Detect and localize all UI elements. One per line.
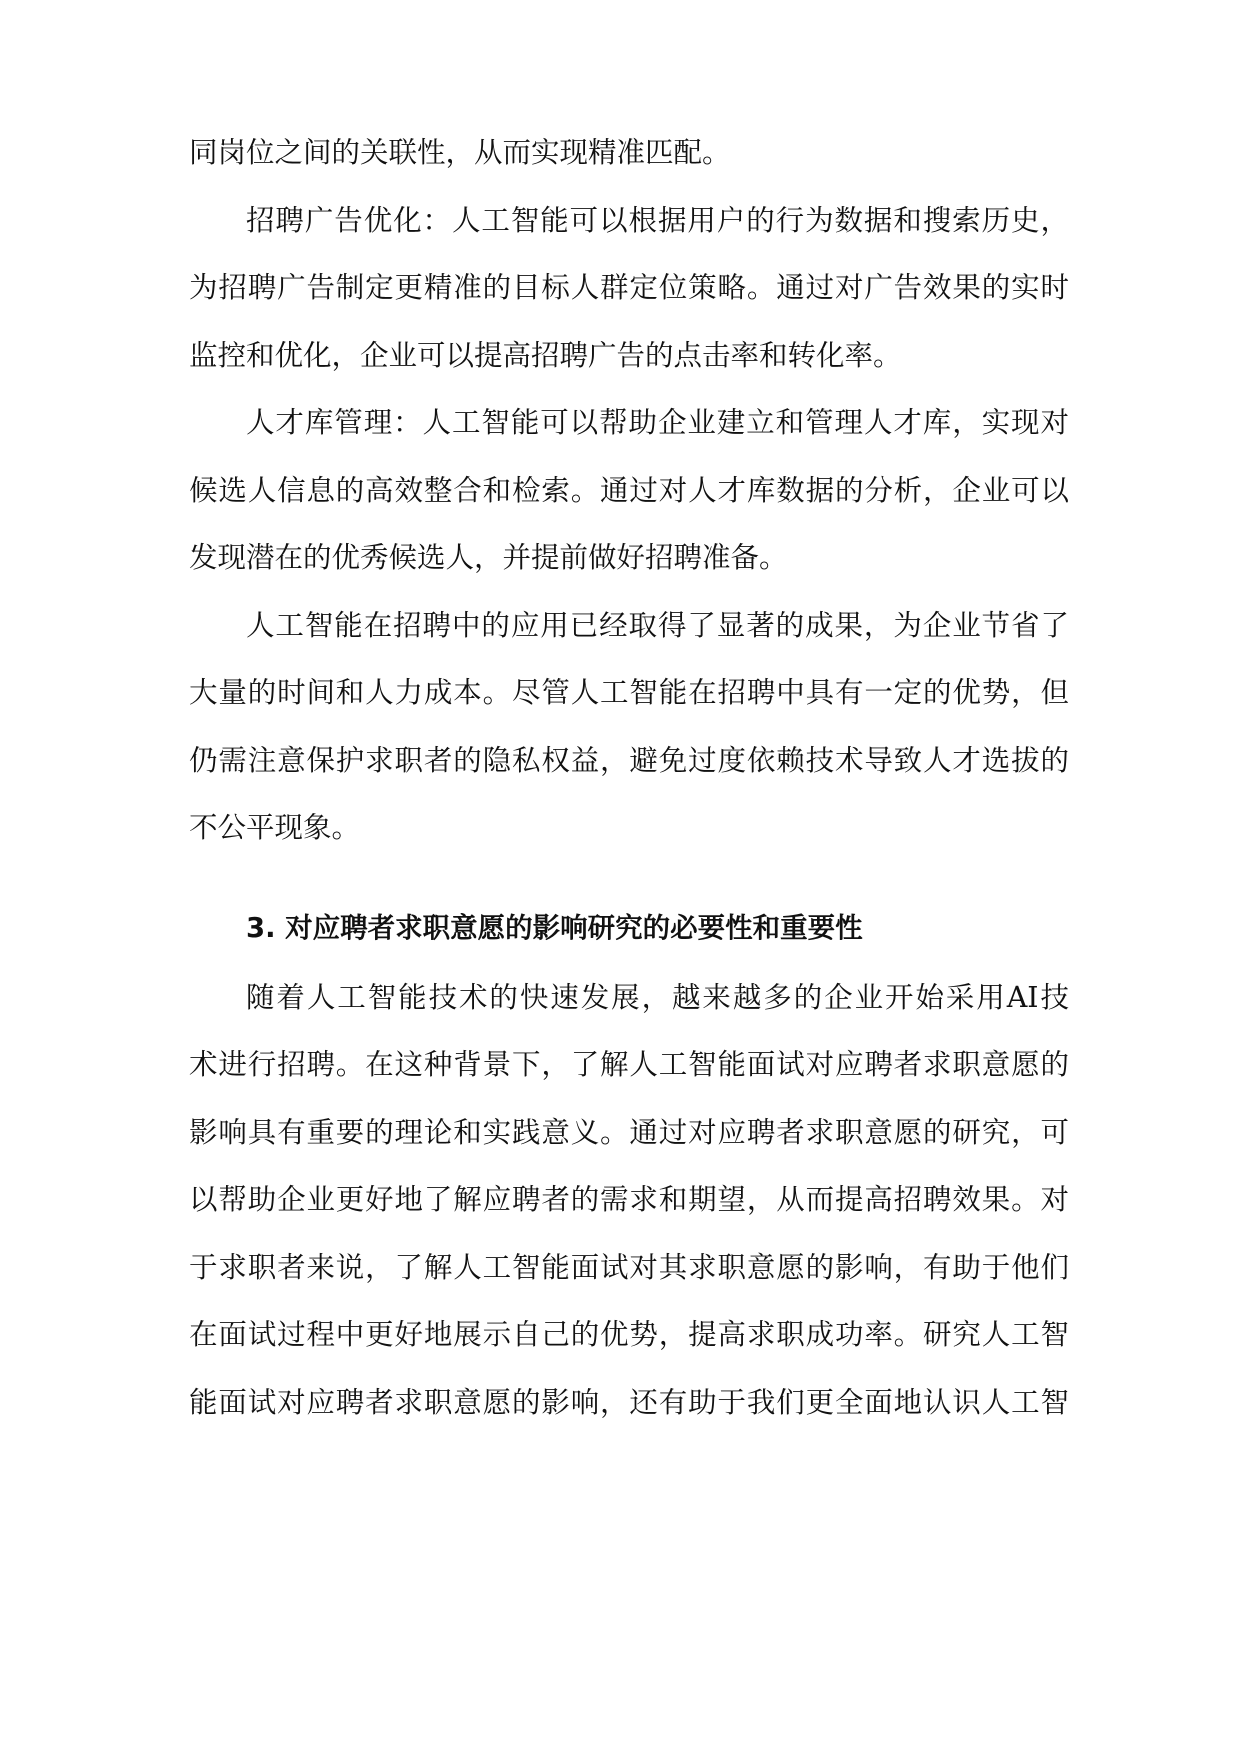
paragraph-line: 发现潜在的优秀候选人，并提前做好招聘准备。 (189, 541, 788, 574)
paragraph-line: 同岗位之间的关联性，从而实现精准匹配。 (189, 136, 731, 169)
paragraph-line: 术进行招聘。在这种背景下，了解人工智能面试对应聘者求职意愿的 (189, 1048, 1069, 1081)
paragraph-line: 在面试过程中更好地展示自己的优势，提高求职成功率。研究人工智 (189, 1318, 1069, 1351)
paragraph-line: 监控和优化，企业可以提高招聘广告的点击率和转化率。 (189, 339, 902, 372)
paragraph-line: 为招聘广告制定更精准的目标人群定位策略。通过对广告效果的实时 (189, 271, 1069, 304)
paragraph-line: 仍需注意保护求职者的隐私权益，避免过度依赖技术导致人才选拔的 (189, 744, 1069, 777)
paragraph-line: 随着人工智能技术的快速发展，越来越多的企业开始采用AI技 (246, 981, 1069, 1014)
paragraph-line: 影响具有重要的理论和实践意义。通过对应聘者求职意愿的研究，可 (189, 1116, 1069, 1149)
paragraph-line: 不公平现象。 (189, 811, 361, 844)
section-heading: 3. 对应聘者求职意愿的影响研究的必要性和重要性 (246, 912, 863, 944)
paragraph-line: 招聘广告优化：人工智能可以根据用户的行为数据和搜索历史， (246, 204, 1069, 237)
paragraph-line: 以帮助企业更好地了解应聘者的需求和期望，从而提高招聘效果。对 (189, 1183, 1069, 1216)
paragraph-line: 候选人信息的高效整合和检索。通过对人才库数据的分析，企业可以 (189, 474, 1069, 507)
paragraph-line: 人才库管理：人工智能可以帮助企业建立和管理人才库，实现对 (246, 406, 1069, 439)
paragraph-line: 人工智能在招聘中的应用已经取得了显著的成果，为企业节省了 (246, 609, 1069, 642)
paragraph-line: 于求职者来说，了解人工智能面试对其求职意愿的影响，有助于他们 (189, 1251, 1069, 1284)
paragraph-line: 大量的时间和人力成本。尽管人工智能在招聘中具有一定的优势，但 (189, 676, 1069, 709)
paragraph-line: 能面试对应聘者求职意愿的影响，还有助于我们更全面地认识人工智 (189, 1386, 1069, 1419)
